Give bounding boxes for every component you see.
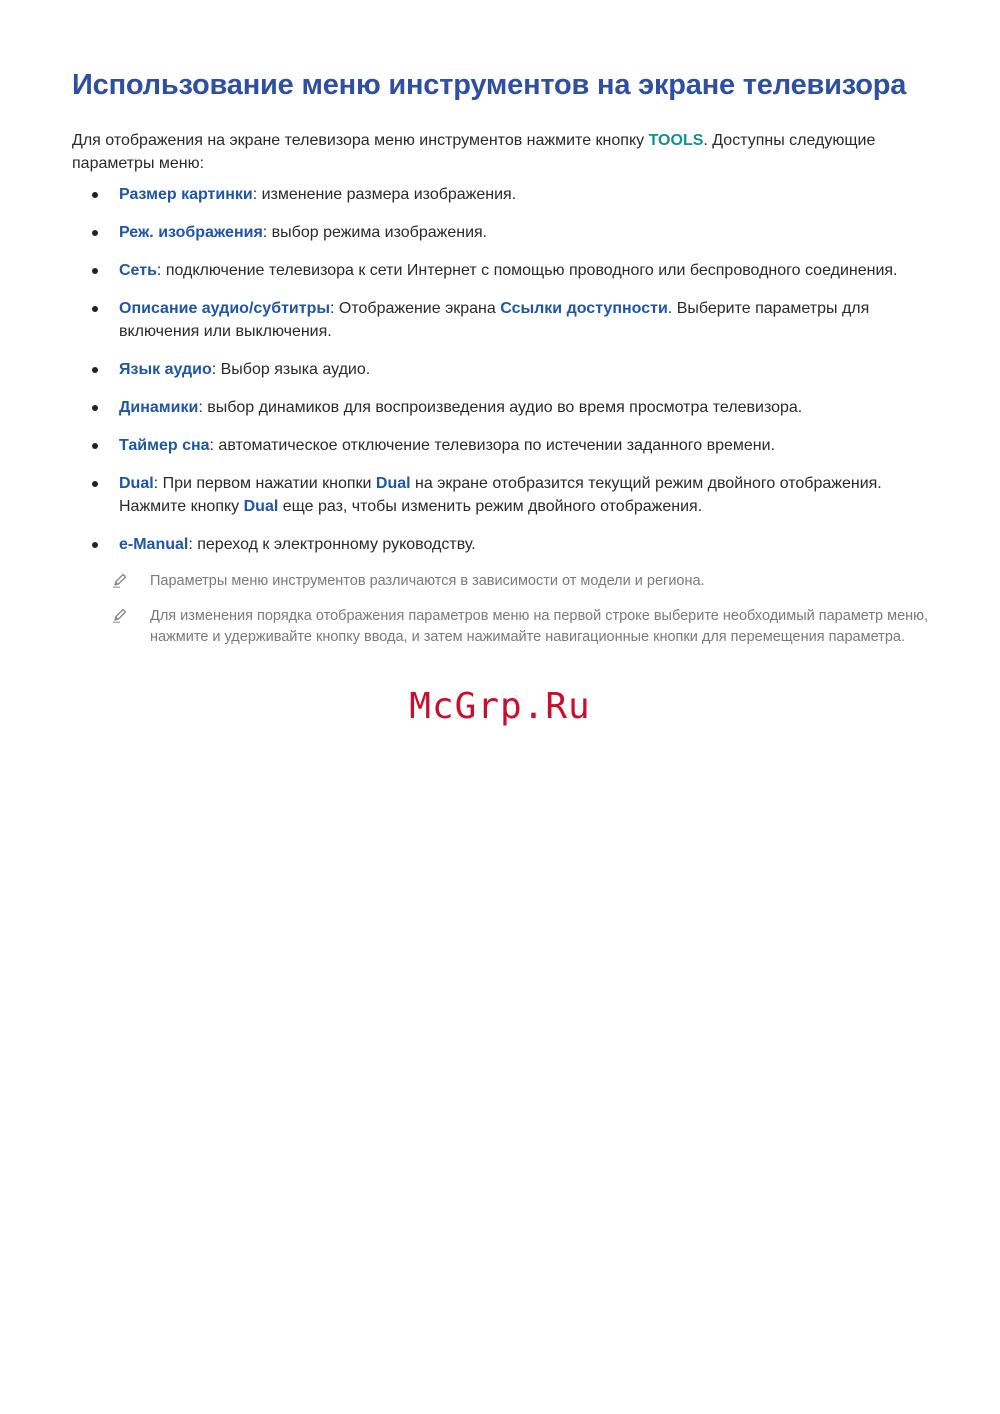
option-description: : Выбор языка аудио.: [211, 360, 371, 378]
option-description: : изменение размера изображения.: [252, 185, 517, 203]
dual-keyword: Dual: [375, 474, 411, 492]
option-keyword: Размер картинки: [119, 185, 253, 203]
option-description-end: еще раз, чтобы изменить режим двойного отображения.: [278, 497, 703, 515]
note-item: [112, 571, 932, 592]
note-text: Для изменения порядка отображения параметров меню на первой строке выберите необходимый параметр меню, нажмите и удерживайте кнопку ввода, и затем нажимайте навигационные кнопки для перемещения параметра.: [150, 607, 929, 645]
page-title: Использование меню инструментов на экране телевизора: [72, 69, 907, 101]
page-content: [72, 60, 932, 662]
note-item: [112, 606, 932, 648]
list-item-audio-language: [72, 358, 932, 381]
options-list: [72, 183, 932, 556]
bullet-dot-icon: [92, 192, 98, 198]
option-description: : Отображение экрана: [330, 299, 501, 317]
option-description: : переход к электронному руководству.: [188, 535, 476, 553]
bullet-dot-icon: [92, 443, 98, 449]
dual-keyword: Dual: [243, 497, 279, 515]
list-item-dual: [72, 472, 932, 518]
note-text: Параметры меню инструментов различаются в зависимости от модели и региона.: [150, 572, 705, 589]
tools-keyword: TOOLS: [648, 131, 704, 149]
option-description: : выбор режима изображения.: [262, 223, 488, 241]
option-description: : подключение телевизора к сети Интернет с помощью проводного или беспроводного соединения.: [156, 261, 898, 279]
option-keyword: Язык аудио: [119, 360, 212, 378]
bullet-dot-icon: [92, 367, 98, 373]
bullet-dot-icon: [92, 542, 98, 548]
list-item-e-manual: [72, 533, 932, 556]
option-keyword: Сеть: [119, 261, 157, 279]
list-item-network: [72, 259, 932, 282]
option-keyword: Описание аудио/субтитры: [119, 299, 331, 317]
option-description: : автоматическое отключение телевизора по истечении заданного времени.: [209, 436, 775, 454]
intro-text-after: . Доступны следующие параметры меню:: [72, 131, 876, 172]
list-item-picture-size: [72, 183, 932, 206]
bullet-dot-icon: [92, 481, 98, 487]
bullet-dot-icon: [92, 405, 98, 411]
list-item-sleep-timer: [72, 434, 932, 457]
option-description: : При первом нажатии кнопки: [153, 474, 376, 492]
pencil-note-icon: [112, 572, 128, 588]
notes-section: [72, 571, 932, 648]
intro-text-before: Для отображения на экране телевизора меню инструментов нажмите кнопку: [72, 131, 649, 149]
watermark-text: McGrp.Ru: [409, 686, 591, 727]
option-description: : выбор динамиков для воспроизведения аудио во время просмотра телевизора.: [198, 398, 803, 416]
option-keyword: Таймер сна: [119, 436, 210, 454]
list-item-audio-description-subtitles: [72, 297, 932, 343]
option-keyword: Динамики: [119, 398, 199, 416]
option-keyword: Реж. изображения: [119, 223, 263, 241]
list-item-picture-mode: [72, 221, 932, 244]
pencil-note-icon: [112, 607, 128, 623]
option-keyword: e-Manual: [119, 535, 189, 553]
intro-paragraph: [72, 129, 932, 175]
accessibility-links-keyword: Ссылки доступности: [500, 299, 668, 317]
option-description-continued: на экране отобразится текущий режим двойного отображения. Нажмите кнопку: [119, 474, 882, 515]
bullet-dot-icon: [92, 230, 98, 236]
option-description-continued: . Выберите параметры для включения или выключения.: [119, 299, 870, 340]
bullet-dot-icon: [92, 268, 98, 274]
bullet-dot-icon: [92, 306, 98, 312]
list-item-speakers: [72, 396, 932, 419]
option-keyword: Dual: [119, 474, 154, 492]
